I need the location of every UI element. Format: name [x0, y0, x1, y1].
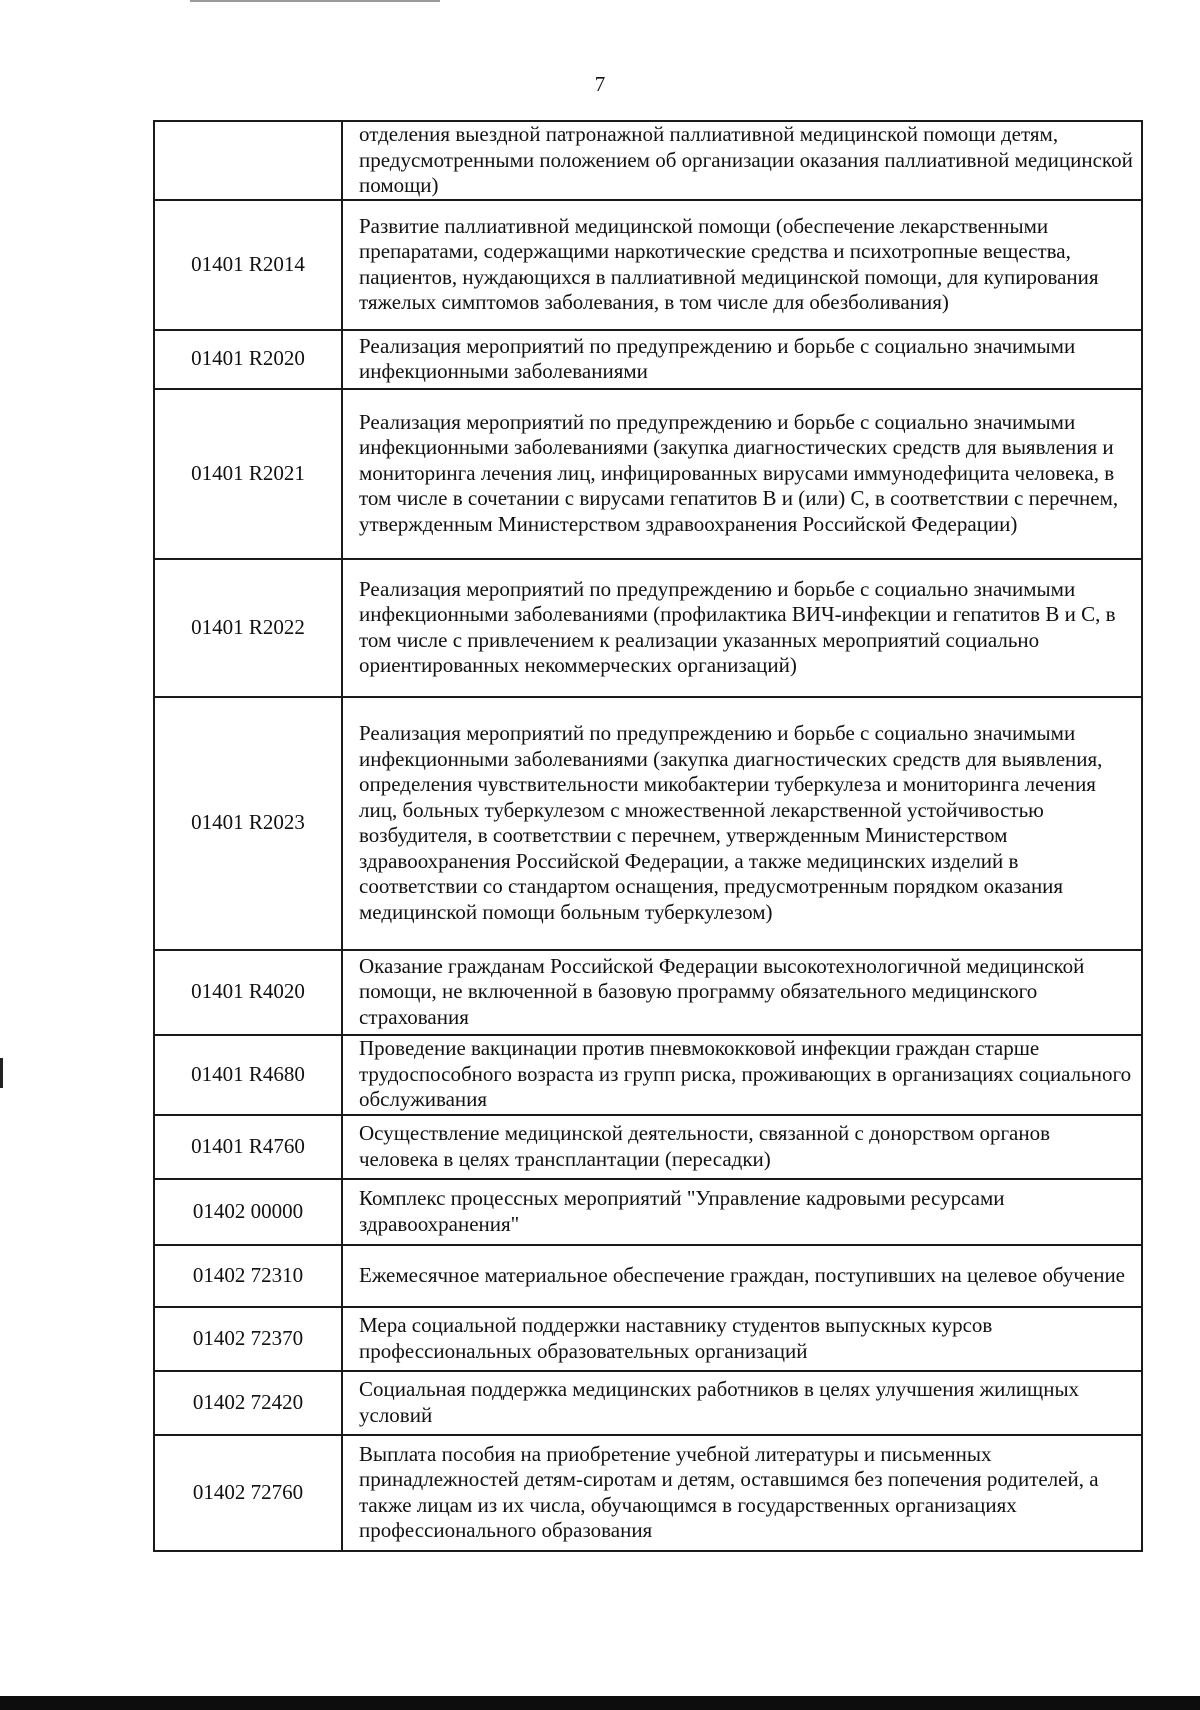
row-description: Социальная поддержка медицинских работников в целях улучшения жилищных условий — [342, 1371, 1142, 1435]
scan-margin-mark — [0, 1058, 3, 1088]
table-row — [154, 1115, 1142, 1179]
row-code: 01401 R2023 — [154, 697, 342, 950]
budget-classification-table — [153, 120, 1143, 1552]
row-description: Реализация мероприятий по предупреждению и борьбе с социально значимыми инфекционными заболеваниями (профилактика ВИЧ-инфекции и гепатитов B и C, в том числе с привлечением к реализации указанных мероприятий социально ориентированных некоммерческих организаций) — [342, 559, 1142, 697]
row-description: Комплекс процессных мероприятий "Управление кадровыми ресурсами здравоохранения" — [342, 1179, 1142, 1245]
row-code: 01401 R2014 — [154, 200, 342, 330]
table-row — [154, 200, 1142, 330]
row-code: 01401 R2020 — [154, 330, 342, 389]
row-code: 01402 72310 — [154, 1245, 342, 1307]
row-description: Ежемесячное материальное обеспечение граждан, поступивших на целевое обучение — [342, 1245, 1142, 1307]
table-row — [154, 389, 1142, 559]
row-description: Выплата пособия на приобретение учебной литературы и письменных принадлежностей детям-сиротам и детям, оставшимся без попечения родителей, а также лицам из их числа, обучающимся в государственных организациях профессионального образования — [342, 1435, 1142, 1551]
page-number: 7 — [594, 72, 606, 96]
row-code — [154, 121, 342, 200]
table-row — [154, 1035, 1142, 1115]
table-row — [154, 1371, 1142, 1435]
table-row — [154, 950, 1142, 1035]
row-code: 01401 R2022 — [154, 559, 342, 697]
row-description: Осуществление медицинской деятельности, связанной с донорством органов человека в целях трансплантации (пересадки) — [342, 1115, 1142, 1179]
row-code: 01401 R4680 — [154, 1035, 342, 1115]
row-code: 01402 72760 — [154, 1435, 342, 1551]
row-code: 01401 R2021 — [154, 389, 342, 559]
table-row — [154, 121, 1142, 200]
row-description: Развитие паллиативной медицинской помощи (обеспечение лекарственными препаратами, содержащими наркотические средства и психотропные вещества, пациентов, нуждающихся в паллиативной медицинской помощи, для купирования тяжелых симптомов заболевания, в том числе для обезболивания) — [342, 200, 1142, 330]
row-code: 01402 72370 — [154, 1307, 342, 1371]
table-row — [154, 330, 1142, 389]
table-row — [154, 697, 1142, 950]
row-code: 01401 R4020 — [154, 950, 342, 1035]
row-description: отделения выездной патронажной паллиативной медицинской помощи детям, предусмотренными положением об организации оказания паллиативной медицинской помощи) — [342, 121, 1142, 200]
table-row — [154, 1245, 1142, 1307]
table-row — [154, 1435, 1142, 1551]
table-row — [154, 1179, 1142, 1245]
row-description: Проведение вакцинации против пневмококковой инфекции граждан старше трудоспособного возраста из групп риска, проживающих в организациях социального обслуживания — [342, 1035, 1142, 1115]
top-edge-rule — [190, 0, 440, 2]
row-description: Реализация мероприятий по предупреждению и борьбе с социально значимыми инфекционными заболеваниями (закупка диагностических средств для выявления и мониторинга лечения лиц, инфицированных вирусами иммунодефицита человека, в том числе в сочетании с вирусами гепатитов B и (или) C, в соответствии с перечнем, утвержденным Министерством здравоохранения Российской Федерации) — [342, 389, 1142, 559]
row-description: Реализация мероприятий по предупреждению и борьбе с социально значимыми инфекционными заболеваниями — [342, 330, 1142, 389]
table-row — [154, 559, 1142, 697]
row-code: 01401 R4760 — [154, 1115, 342, 1179]
row-description: Оказание гражданам Российской Федерации высокотехнологичной медицинской помощи, не включенной в базовую программу обязательного медицинского страхования — [342, 950, 1142, 1035]
table-row — [154, 1307, 1142, 1371]
row-code: 01402 00000 — [154, 1179, 342, 1245]
row-description: Реализация мероприятий по предупреждению и борьбе с социально значимыми инфекционными заболеваниями (закупка диагностических средств для выявления, определения чувствительности микобактерии туберкулеза и мониторинга лечения лиц, больных туберкулезом с множественной лекарственной устойчивостью возбудителя, в соответствии с перечнем, утвержденным Министерством здравоохранения Российской Федерации, а также медицинских изделий в соответствии со стандартом оснащения, предусмотренным порядком оказания медицинской помощи больным туберкулезом) — [342, 697, 1142, 950]
row-description: Мера социальной поддержки наставнику студентов выпускных курсов профессиональных образовательных организаций — [342, 1307, 1142, 1371]
scan-bottom-edge — [0, 1696, 1200, 1710]
row-code: 01402 72420 — [154, 1371, 342, 1435]
